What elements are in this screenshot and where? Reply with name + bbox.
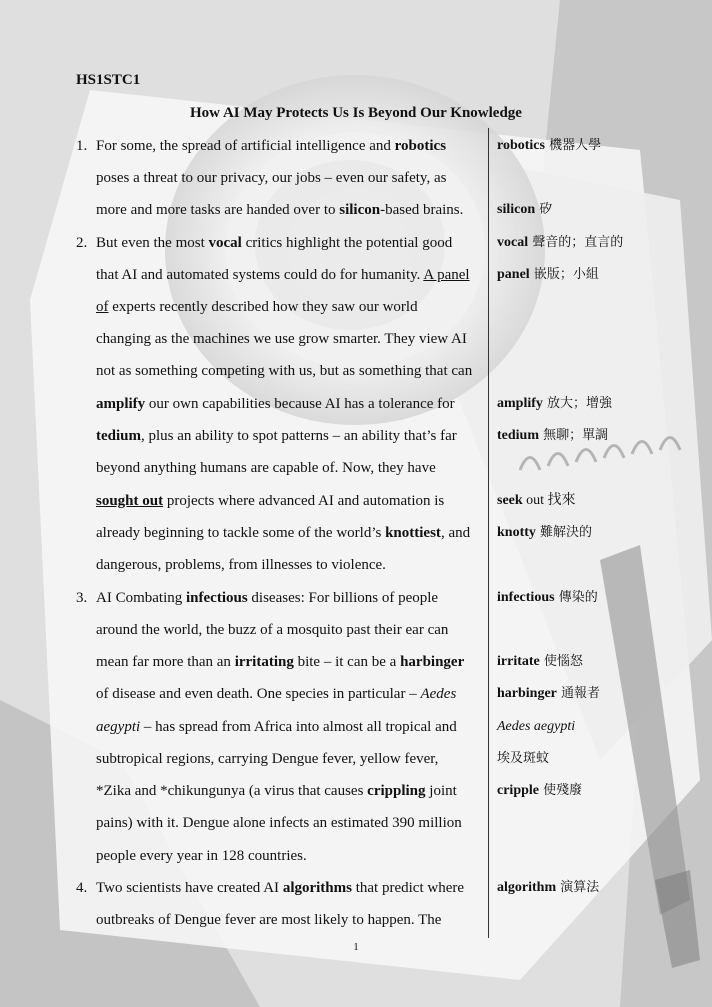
body-line <box>96 523 470 543</box>
chinese-gloss: 放大；增強 <box>542 396 613 411</box>
vocab-term: seek <box>497 493 523 508</box>
text-run: that AI and automated systems could do for humanity. <box>96 267 424 283</box>
body-line <box>96 168 446 188</box>
body-line <box>96 491 444 511</box>
glossary-entry <box>497 781 582 801</box>
text-run: of <box>96 299 109 315</box>
text-run: , plus an ability to spot patterns – an ability that’s far <box>141 428 457 444</box>
text-run: more and more tasks are handed over to <box>96 202 340 218</box>
glossary-entry <box>497 426 608 446</box>
text-run: out 找來 <box>522 493 576 508</box>
chinese-gloss: 矽 <box>535 202 553 217</box>
text-run: A panel <box>423 267 470 283</box>
text-run: of disease and even death. One species in particular – <box>96 686 421 702</box>
text-run: pains) with it. Dengue alone infects an estimated 390 million <box>96 815 462 831</box>
body-line <box>96 620 448 640</box>
vocab-term: silicon <box>497 202 536 217</box>
text-run: not as something competing with us, but as something that can <box>96 363 473 379</box>
vocab-term: vocal <box>497 235 529 250</box>
vocab-term: irritating <box>234 654 294 670</box>
body-line <box>96 200 463 220</box>
glossary-entry <box>497 200 552 220</box>
glossary-entry <box>497 233 623 253</box>
body-line <box>96 233 452 253</box>
body-line <box>96 329 467 349</box>
text-run: aegypti <box>96 719 141 735</box>
vocab-term: crippling <box>367 783 426 799</box>
document-code: HS1STC1 <box>76 72 141 88</box>
glossary-entry <box>497 652 583 672</box>
text-run: changing as the machines we use grow smarter. They view AI <box>96 331 467 347</box>
chinese-gloss: 傳染的 <box>554 590 598 605</box>
text-run: outbreaks of Dengue fever are most likely to happen. The <box>96 912 442 928</box>
vocab-term: amplify <box>497 396 543 411</box>
vocab-term: robotics <box>394 138 447 154</box>
glossary-entry <box>497 394 612 414</box>
body-line <box>96 717 457 737</box>
text-run: experts recently described how they saw our world <box>108 299 418 315</box>
text-run: Aedes <box>420 686 457 702</box>
paragraph-number: 4. <box>76 880 88 896</box>
body-line <box>96 361 472 381</box>
body-line <box>96 684 456 704</box>
body-line <box>96 136 446 156</box>
vocab-term: knotty <box>497 525 536 540</box>
body-line <box>96 910 441 930</box>
text-run: our own capabilities because AI has a tolerance for <box>145 396 455 412</box>
text-run: that predict where <box>351 880 465 896</box>
chinese-gloss: 埃及斑蚊 <box>497 751 550 766</box>
vocab-term: infectious <box>186 590 248 606</box>
vocab-term: irritate <box>497 654 540 669</box>
text-run: poses a threat to our privacy, our jobs – even our safety, as <box>96 170 447 186</box>
body-line <box>96 813 462 833</box>
vocab-term: amplify <box>96 396 146 412</box>
text-run: diseases: For billions of people <box>247 590 439 606</box>
paragraph-number: 2. <box>76 235 88 251</box>
vocab-term: panel <box>497 267 530 282</box>
text-run: *Zika and *chikungunya (a virus that causes <box>96 783 368 799</box>
body-line <box>96 555 386 575</box>
vocab-term: tedium <box>497 428 539 443</box>
text-run: Aedes aegypti <box>497 719 576 734</box>
text-run: AI Combating <box>96 590 186 606</box>
vocab-term: knottiest <box>385 525 441 541</box>
page-number: 1 <box>353 941 359 953</box>
vocab-term: harbinger <box>400 654 465 670</box>
text-run: bite – it can be a <box>293 654 401 670</box>
text-run: Two scientists have created AI <box>96 880 283 896</box>
text-run: mean far more than an <box>96 654 235 670</box>
glossary-entry <box>497 588 598 608</box>
body-line <box>96 394 455 414</box>
body-line <box>96 652 464 672</box>
vocab-term: algorithms <box>282 880 352 896</box>
body-line <box>96 426 457 446</box>
chinese-gloss: 難解決的 <box>535 525 593 540</box>
chinese-gloss: 演算法 <box>556 880 600 895</box>
vocab-term: algorithm <box>497 880 557 895</box>
text-run: already beginning to tackle some of the world’s <box>96 525 386 541</box>
paragraph-number: 3. <box>76 590 88 606</box>
chinese-gloss: 嵌版；小組 <box>529 267 599 282</box>
glossary-entry <box>497 523 592 543</box>
vocab-term: tedium <box>96 428 141 444</box>
text-run: around the world, the buzz of a mosquito past their ear can <box>96 622 449 638</box>
text-run: joint <box>425 783 457 799</box>
chinese-gloss: 無聊；單調 <box>539 428 609 443</box>
vocab-term: infectious <box>497 590 555 605</box>
vocab-term: vocal <box>208 235 242 251</box>
body-line <box>96 749 438 769</box>
text-run: projects where advanced AI and automation is <box>163 493 445 509</box>
chinese-gloss: 聲音的；直言的 <box>528 235 624 250</box>
body-line <box>96 878 464 898</box>
chinese-gloss: 通報者 <box>556 686 601 701</box>
body-line <box>96 846 307 866</box>
glossary-entry <box>497 749 549 769</box>
glossary-entry <box>497 136 601 156</box>
glossary-entry <box>497 265 599 285</box>
glossary-entry <box>497 717 575 737</box>
text-run: – has spread from Africa into almost all tropical and <box>140 719 457 735</box>
text-run: dangerous, problems, from illnesses to violence. <box>96 557 386 573</box>
text-run: people every year in 128 countries. <box>96 848 307 864</box>
text-run: For some, the spread of artificial intelligence and <box>96 138 395 154</box>
paragraph-number: 1. <box>76 138 88 154</box>
text-run: But even the most <box>96 235 209 251</box>
document-title: How AI May Protects Us Is Beyond Our Knowledge <box>190 105 522 121</box>
body-line <box>96 297 418 317</box>
column-divider <box>488 128 489 938</box>
body-line <box>96 458 436 478</box>
text-run: subtropical regions, carrying Dengue fever, yellow fever, <box>96 751 439 767</box>
text-run: , and <box>440 525 471 541</box>
text-run: beyond anything humans are capable of. Now, they have <box>96 460 436 476</box>
glossary-entry <box>497 878 599 898</box>
text-run: -based brains. <box>380 202 464 218</box>
body-line <box>96 781 457 801</box>
vocab-term: silicon <box>339 202 381 218</box>
glossary-entry <box>497 491 576 511</box>
vocab-term: sought out <box>96 493 164 509</box>
chinese-gloss: 使惱怒 <box>539 654 583 669</box>
vocab-term: cripple <box>497 783 539 798</box>
text-run: critics highlight the potential good <box>241 235 453 251</box>
chinese-gloss: 使殘廢 <box>539 783 583 798</box>
vocab-term: robotics <box>497 138 545 153</box>
vocab-term: harbinger <box>497 686 557 701</box>
chinese-gloss: 機器人學 <box>544 138 602 153</box>
body-line <box>96 588 438 608</box>
glossary-entry <box>497 684 600 704</box>
body-line <box>96 265 470 285</box>
